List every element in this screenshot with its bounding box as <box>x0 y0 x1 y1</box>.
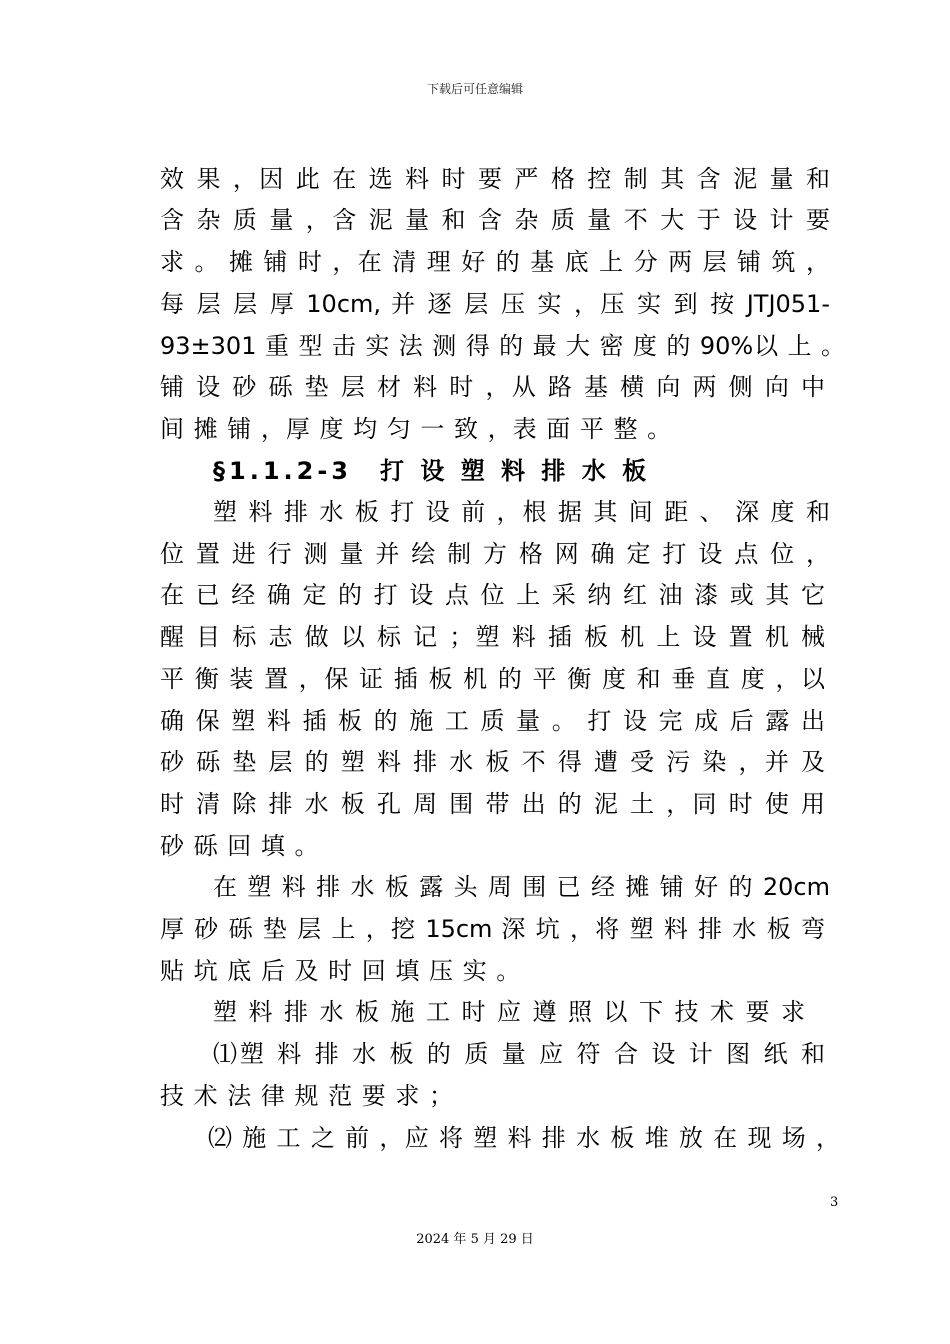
body-line-7: 间 摊 铺 ，厚 度 均 匀 一 致 ，表 面 平 整 。 <box>160 415 673 443</box>
body-line-19: 厚 砂 砾 垫 层 上 ，挖 15cm 深 坑 ，将 塑 料 排 水 板 弯 <box>160 915 825 943</box>
body-line-2: 含 杂 质 量 ，含 泥 量 和 含 杂 质 量 不 大 于 设 计 要 <box>160 206 830 234</box>
body-line-14: 确 保 塑 料 插 板 的 施 工 质 量 。 打 设 完 成 后 露 出 <box>160 707 825 735</box>
section-heading: §1.1.2-3 打 设 塑 料 排 水 板 <box>213 457 651 485</box>
body-line-24: ⑵ 施 工 之 前 ，应 将 塑 料 排 水 板 堆 放 在 现 场 ， <box>208 1124 840 1152</box>
body-line-5: 93±301 重 型 击 实 法 测 得 的 最 大 密 度 的 90%以 上 。 <box>160 332 845 360</box>
body-line-10: 位 置 进 行 测 量 并 绘 制 方 格 网 确 定 打 设 点 位 ， <box>160 540 830 568</box>
page-number: 3 <box>830 1195 839 1210</box>
body-line-13: 平 衡 装 置 ，保 证 插 板 机 的 平 衡 度 和 垂 直 度 ，以 <box>160 665 825 693</box>
body-line-11: 在 已 经 确 定 的 打 设 点 位 上 采 纳 红 油 漆 或 其 它 <box>160 581 825 609</box>
body-line-6: 铺 设 砂 砾 垫 层 材 料 时 ，从 路 基 横 向 两 侧 向 中 <box>160 373 825 401</box>
body-line-15: 砂 砾 垫 层 的 塑 料 排 水 板 不 得 遭 受 污 染 ，并 及 <box>160 748 825 776</box>
body-line-20: 贴 坑 底 后 及 时 回 填 压 实 。 <box>160 957 522 985</box>
body-line-12: 醒 目 标 志 做 以 标 记 ；塑 料 插 板 机 上 设 置 机 械 <box>160 623 825 651</box>
body-line-23: 技 术 法 律 规 范 要 求 ； <box>160 1082 455 1110</box>
body-line-9: 塑 料 排 水 板 打 设 前 ，根 据 其 间 距 、 深 度 和 <box>213 498 830 526</box>
footer-date: 2024 年 5 月 29 日 <box>416 1232 534 1247</box>
body-line-18: 在 塑 料 排 水 板 露 头 周 围 已 经 摊 铺 好 的 20cm <box>213 873 830 901</box>
body-line-16: 时 清 除 排 水 板 孔 周 围 带 出 的 泥 土 ，同 时 使 用 <box>160 790 825 818</box>
body-line-21: 塑 料 排 水 板 施 工 时 应 遵 照 以 下 技 术 要 求 <box>213 998 805 1026</box>
body-line-22: ⑴塑 料 排 水 板 的 质 量 应 符 合 设 计 图 纸 和 <box>213 1040 825 1068</box>
body-line-4: 每 层 层 厚 10cm, 并 逐 层 压 实 ，压 实 到 按 JTJ051- <box>160 290 830 318</box>
body-line-3: 求 。 摊 铺 时 ，在 清 理 好 的 基 底 上 分 两 层 铺 筑 ， <box>160 248 830 276</box>
body-line-17: 砂 砾 回 填 。 <box>160 832 320 860</box>
body-line-1: 效 果 ，因 此 在 选 料 时 要 严 格 控 制 其 含 泥 量 和 <box>160 165 830 193</box>
header-note: 下载后可任意编辑 <box>426 82 523 96</box>
